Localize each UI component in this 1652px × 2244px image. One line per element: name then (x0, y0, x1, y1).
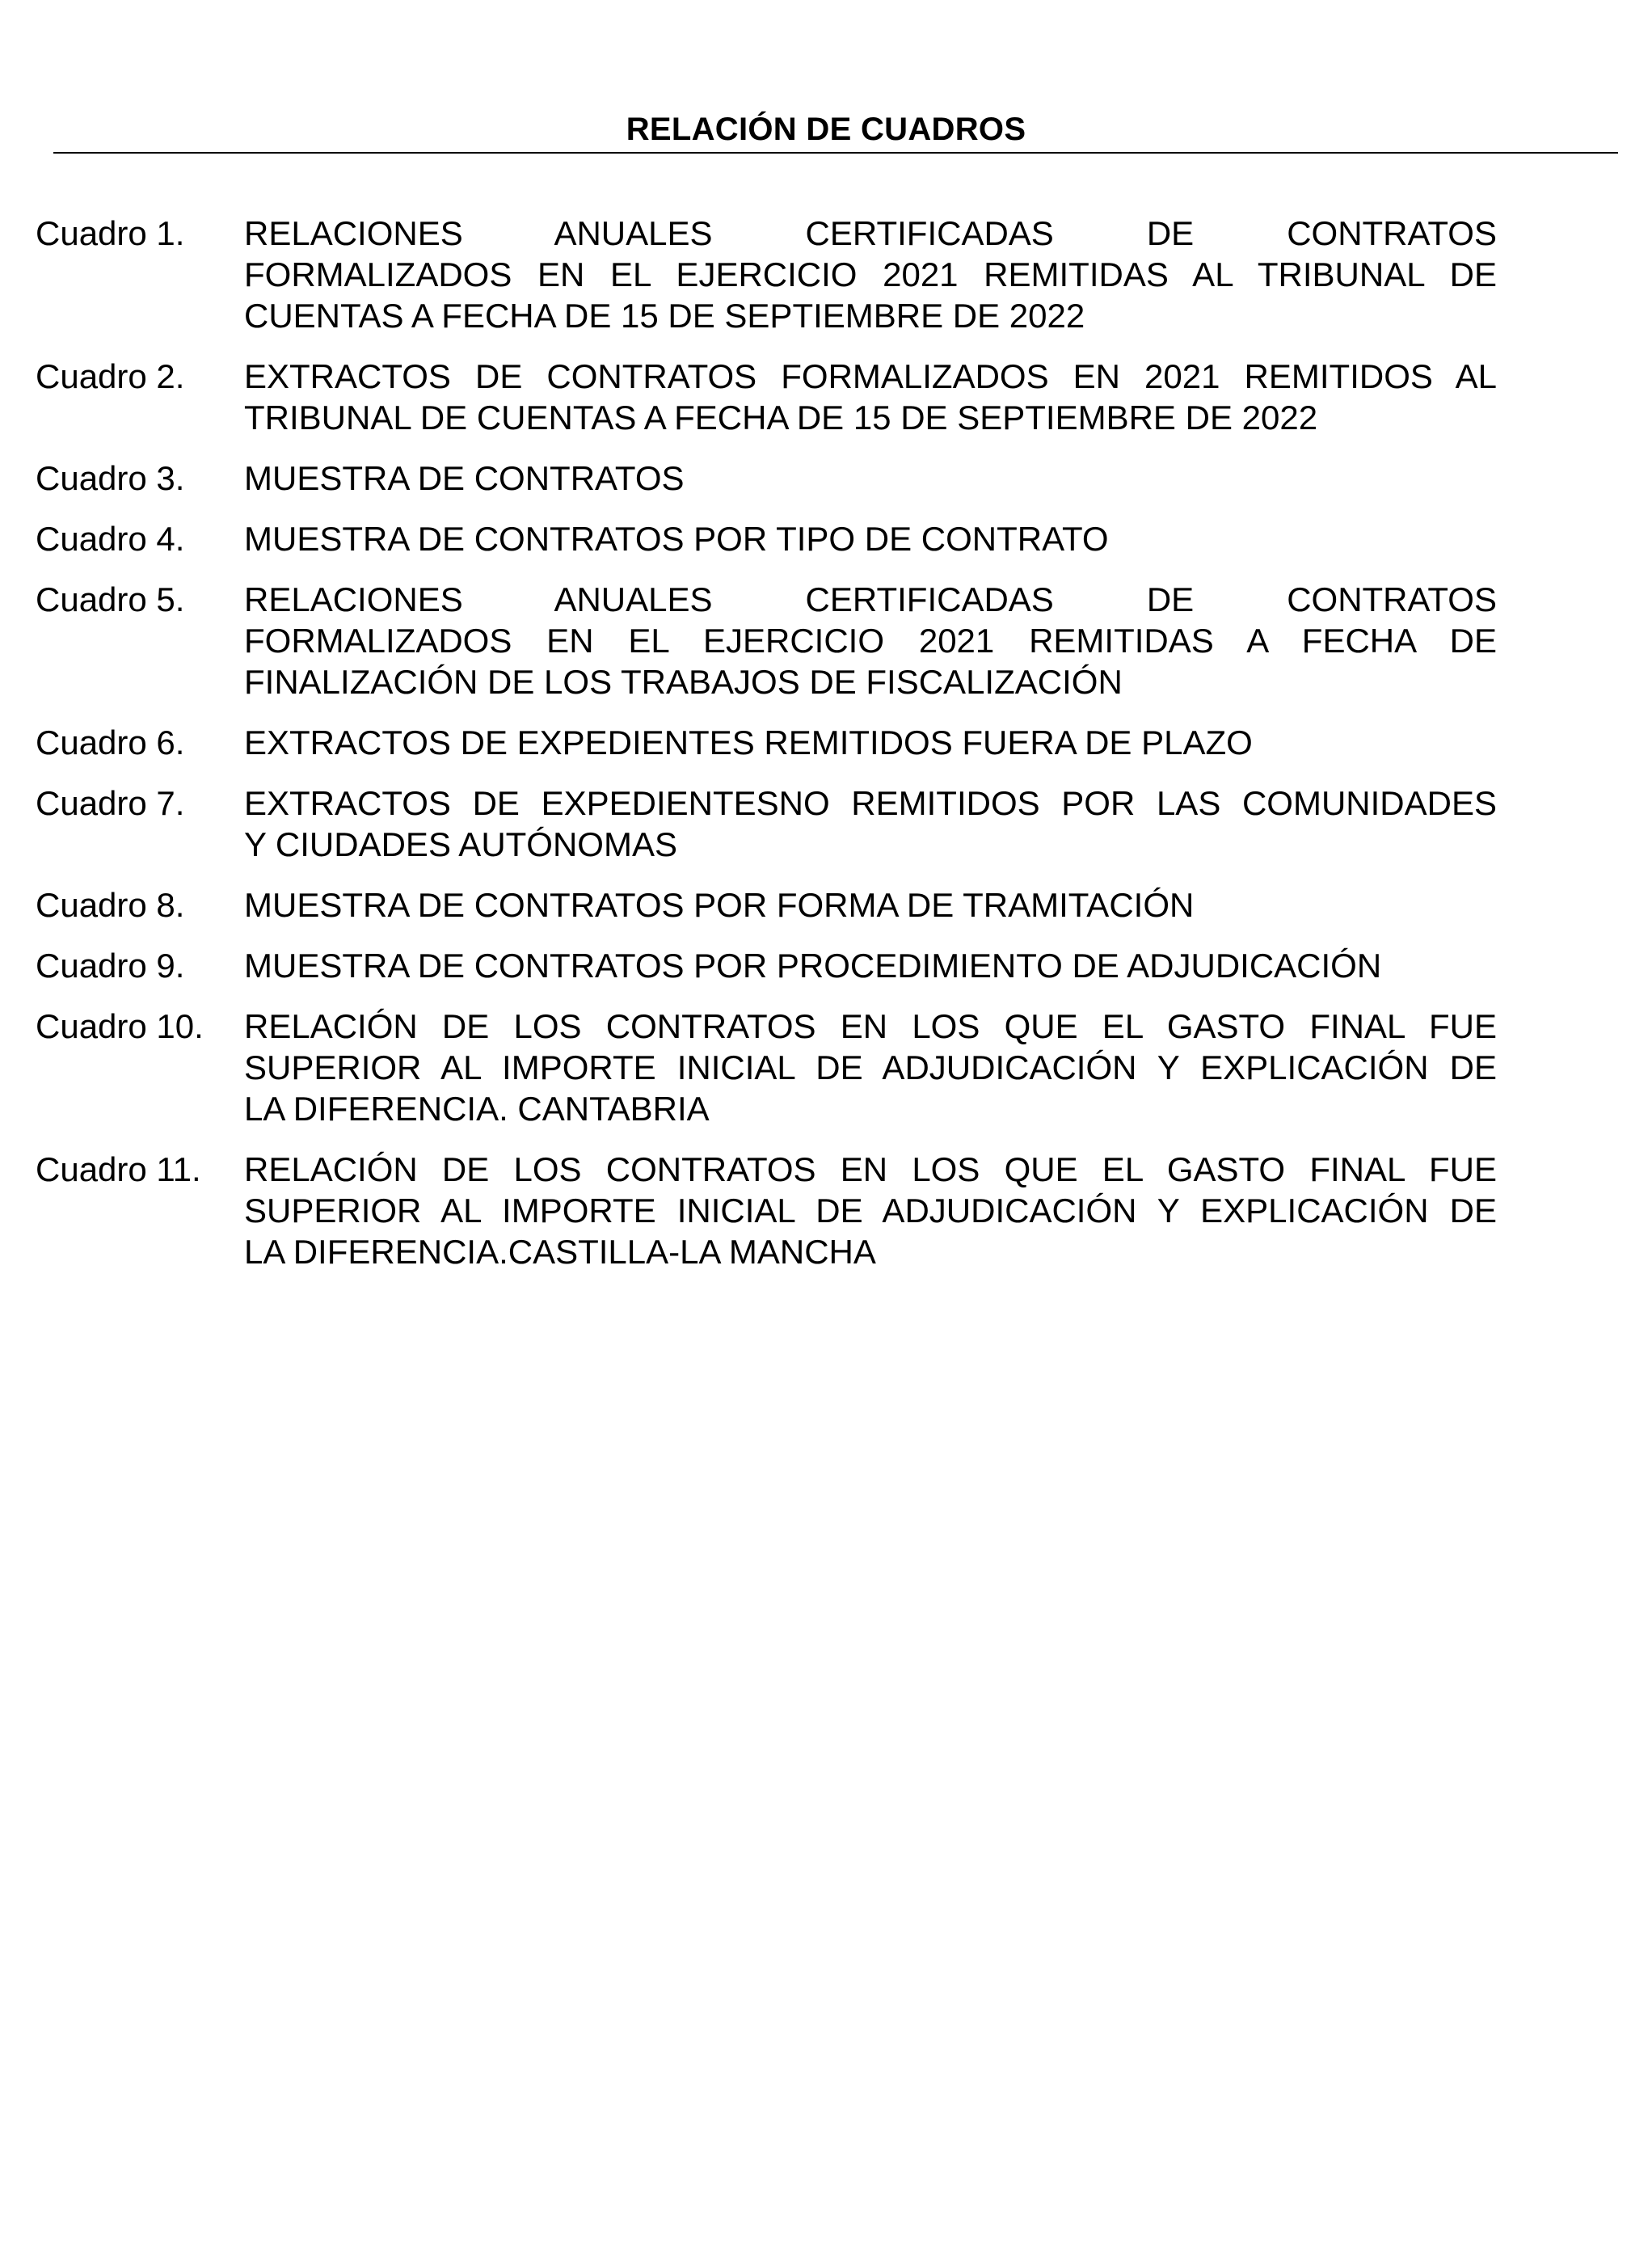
cuadro-title-line: RELACIONES ANUALES CERTIFICADAS DE CONTRATOS (244, 580, 1497, 618)
cuadro-entry (36, 945, 1498, 986)
cuadro-label: Cuadro 3. (36, 459, 185, 497)
cuadro-entry (36, 722, 1498, 763)
cuadro-title (244, 722, 1497, 763)
cuadro-title-line: MUESTRA DE CONTRATOS POR PROCEDIMIENTO DE ADJUDICACIÓN (244, 947, 1382, 985)
cuadro-title-line: TRIBUNAL DE CUENTAS A FECHA DE 15 DE SEPTIEMBRE DE 2022 (244, 399, 1318, 437)
cuadro-entry (36, 1006, 1498, 1129)
cuadro-label: Cuadro 2. (36, 357, 185, 395)
cuadros-list (36, 213, 1498, 1292)
cuadro-title-line: FINALIZACIÓN DE LOS TRABAJOS DE FISCALIZACIÓN (244, 663, 1123, 701)
cuadro-entry (36, 1149, 1498, 1272)
cuadro-entry (36, 579, 1498, 702)
cuadro-entry (36, 356, 1498, 438)
cuadro-entry (36, 782, 1498, 865)
cuadro-title-line: MUESTRA DE CONTRATOS POR FORMA DE TRAMITACIÓN (244, 886, 1195, 924)
cuadro-title-line: SUPERIOR AL IMPORTE INICIAL DE ADJUDICACIÓN Y EXPLICACIÓN DE (244, 1048, 1497, 1086)
cuadro-entry (36, 518, 1498, 559)
cuadro-label: Cuadro 6. (36, 723, 185, 761)
cuadro-title-line: CUENTAS A FECHA DE 15 DE SEPTIEMBRE DE 2022 (244, 297, 1085, 335)
cuadro-title-line: MUESTRA DE CONTRATOS POR TIPO DE CONTRATO (244, 520, 1109, 558)
cuadro-title-line: EXTRACTOS DE EXPEDIENTES REMITIDOS FUERA DE PLAZO (244, 723, 1253, 761)
cuadro-label: Cuadro 5. (36, 580, 185, 618)
cuadro-title-line: LA DIFERENCIA. CANTABRIA (244, 1090, 710, 1128)
cuadro-label: Cuadro 9. (36, 947, 185, 985)
cuadro-title (244, 518, 1497, 559)
cuadro-title (244, 884, 1497, 926)
cuadro-label: Cuadro 10. (36, 1007, 204, 1045)
cuadro-title-line: FORMALIZADOS EN EL EJERCICIO 2021 REMITIDAS A FECHA DE (244, 622, 1497, 660)
cuadro-label: Cuadro 1. (36, 214, 185, 252)
cuadro-title-line: RELACIÓN DE LOS CONTRATOS EN LOS QUE EL GASTO FINAL FUE (244, 1150, 1497, 1188)
cuadro-title (244, 356, 1497, 438)
cuadro-label: Cuadro 4. (36, 520, 185, 558)
cuadro-entry (36, 213, 1498, 336)
cuadro-title (244, 1149, 1497, 1272)
cuadro-title (244, 213, 1497, 336)
cuadro-title-line: MUESTRA DE CONTRATOS (244, 459, 685, 497)
cuadro-title-line: RELACIÓN DE LOS CONTRATOS EN LOS QUE EL GASTO FINAL FUE (244, 1007, 1497, 1045)
cuadro-title (244, 1006, 1497, 1129)
cuadro-title-line: EXTRACTOS DE EXPEDIENTESNO REMITIDOS POR LAS COMUNIDADES (244, 784, 1497, 822)
cuadro-title (244, 458, 1497, 499)
cuadro-title (244, 945, 1497, 986)
cuadro-title-line: EXTRACTOS DE CONTRATOS FORMALIZADOS EN 2021 REMITIDOS AL (244, 357, 1497, 395)
cuadro-entry (36, 884, 1498, 926)
cuadro-label: Cuadro 7. (36, 784, 185, 822)
title-divider (53, 152, 1618, 154)
page-title: RELACIÓN DE CUADROS (626, 112, 1026, 147)
cuadro-title-line: FORMALIZADOS EN EL EJERCICIO 2021 REMITIDAS AL TRIBUNAL DE (244, 255, 1497, 293)
cuadro-title-line: SUPERIOR AL IMPORTE INICIAL DE ADJUDICACIÓN Y EXPLICACIÓN DE (244, 1192, 1497, 1230)
cuadro-title (244, 782, 1497, 865)
cuadro-label: Cuadro 8. (36, 886, 185, 924)
cuadro-title-line: RELACIONES ANUALES CERTIFICADAS DE CONTRATOS (244, 214, 1497, 252)
cuadro-title-line: Y CIUDADES AUTÓNOMAS (244, 825, 677, 863)
cuadro-title-line: LA DIFERENCIA.CASTILLA-LA MANCHA (244, 1233, 876, 1271)
cuadro-label: Cuadro 11. (36, 1150, 201, 1188)
cuadro-entry (36, 458, 1498, 499)
cuadro-title (244, 579, 1497, 702)
